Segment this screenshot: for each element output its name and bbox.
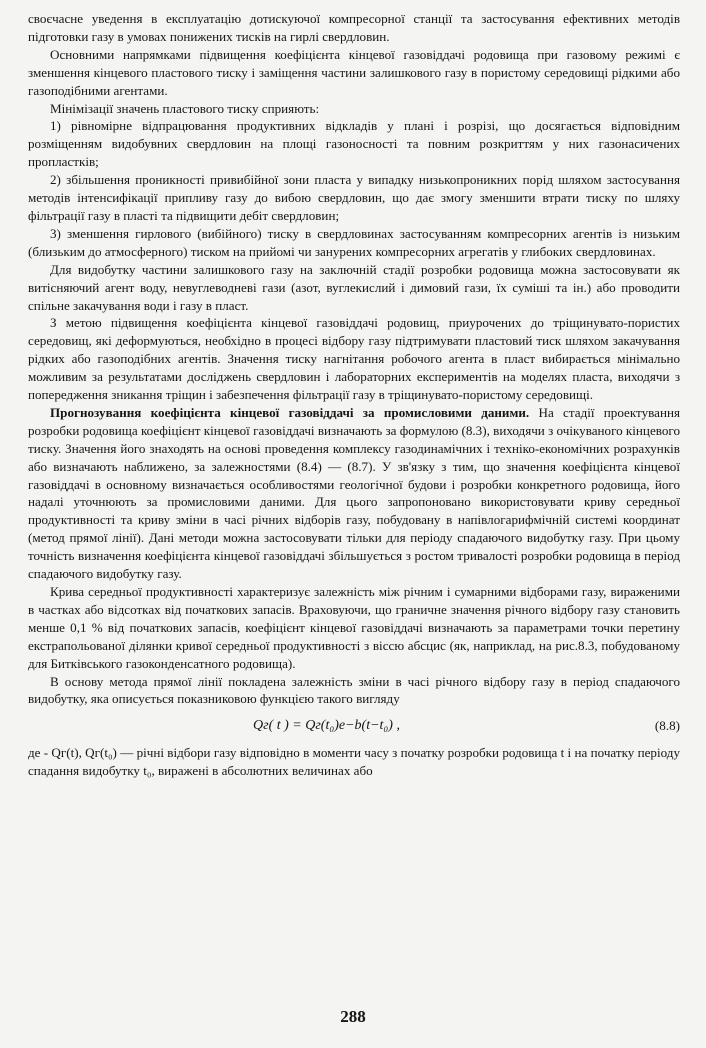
paragraph: Основними напрямками підвищення коефіцієнта кінцевої газовіддачі родовища при газовому режимі є зменшення кінцевого пластового тиску і заміщення частини залишкового газу в пористому середовищі рідкими або газоподібними агентами.: [28, 46, 680, 98]
list-item: 2) збільшення проникності привибійної зони пласта у випадку низькопроникних порід шляхом застосування методів інтенсифікації припливу газу до вибою свердловин, що дає змогу зменшити втрати тиску по шляху фільтрації газу в пласті та підвищити дебіт свердловин;: [28, 172, 680, 223]
page-number: 288: [340, 1007, 366, 1026]
forecast-body: На стадії проектування розробки родовища коефіцієнт кінцевої газовіддачі визначають за формулою (8.3), виходячи з очікуваного кінцевого тиску. Значення його знаходять на основі проведення комплексу газодинамічних і техніко-економічних розрахунків або визначають наближено, за залежностями (8.4) — (8.7). У зв'язку з тим, що значення коефіцієнта кінцевої газовіддачі в основному визначається особливостями геологічної будови і розробки конкретного родовища, його надалі уточнюють за промисловими даними. Для цього запропоновано використовувати криву середньої продуктивності та криву зміни в часі річних відборів газу, побудовану в напівлогарифмічній системі координат (метод прямої лінії). Дані методи можна застосовувати тільки для періоду спадаючого видобутку газу. При цьому точність визначення коефіцієнта кінцевої газовіддачі збільшується з ростом тривалості розробки родовища в період спадаючого видобутку газу.: [28, 404, 681, 582]
paragraph: де - Qг(t), Qг(t₀) — річні відбори газу відповідно в моменти часу з початку розробки родовища t і на початку періоду спадання видобутку t₀, виражені в абсолютних величинах або: [28, 745, 680, 779]
formula-8-8: [28, 710, 680, 742]
page-text: [28, 10, 680, 780]
paragraph: Для видобутку частини залишкового газу на заключній стадії розробки родовища можна застосовувати як витісняючий агент воду, невуглеводневі гази (азот, вуглекислий і димовий гази, їх суміші та ін.) або проводити спільне закачування води і газу в пласт.: [28, 261, 680, 313]
paragraph: З метою підвищення коефіцієнта кінцевої газовіддачі родовищ, приурочених до тріщинувато-пористих середовищ, які деформуються, необхідно в процесі відбору газу підтримувати пластовий тиск шляхом закачування рідких або газоподібних агентів. Значення тиску нагнітання робочого агента в пласт вибирається мінімально можливим за результатами досліджень свердловин і лабораторних експериментів на моделях пласта, виходячи з попередження зникання тріщин і забезпечення фільтрації газу в тріщинувато-пористому середовищі.: [28, 315, 680, 403]
paragraph: В основу метода прямої лінії покладена залежність зміни в часі річного відбору газу в період спадаючого видобутку, яка описується показниковою функцією такого вигляду: [28, 673, 680, 707]
section-heading: Прогнозування коефіцієнта кінцевої газовіддачі за промисловими даними.: [50, 404, 530, 420]
paragraph: своєчасне уведення в експлуатацію дотискуючої компресорної станції та застосування ефективних методів підготовки газу в умовах понижених тисків на гирлі свердловин.: [28, 11, 680, 44]
list-item: 3) зменшення гирлового (вибійного) тиску в свердловинах застосуванням компресорних агентів із низьким (близьким до атмосферного) тиском на прийомі чи занурених компресорних агрегатів у глибоких свердловинах.: [28, 225, 680, 259]
paragraph: Мінімізації значень пластового тиску сприяють:: [50, 100, 320, 116]
list-item: 1) рівномірне відпрацювання продуктивних відкладів у плані і розрізі, що досягається відповідним розміщенням видобувних свердловин на площі газоносності та повним розкриттям у них газонасичених пропластків;: [28, 118, 680, 170]
paragraph: Крива середньої продуктивності характеризує залежність між річним і сумарними відборами газу, вираженими в частках або відсотках від початкових запасів. Враховуючи, що граничне значення річного відбору газу становить менше 0,1 % від початкових запасів, коефіцієнт кінцевої газовіддачі визначають за параметрами точки перетину екстрапольованої ділянки кривої середньої продуктивності з віссю абсцис (як, наприклад, на рис.8.3, побудованому для Битківського газоконденсатного родовища).: [28, 584, 680, 671]
forecast-paragraph: [28, 404, 680, 583]
equation-number: (8.8): [654, 718, 680, 734]
formula-expression: Qг( t ) = Qг(t₀)e−b(t−t₀) ,: [253, 718, 400, 734]
